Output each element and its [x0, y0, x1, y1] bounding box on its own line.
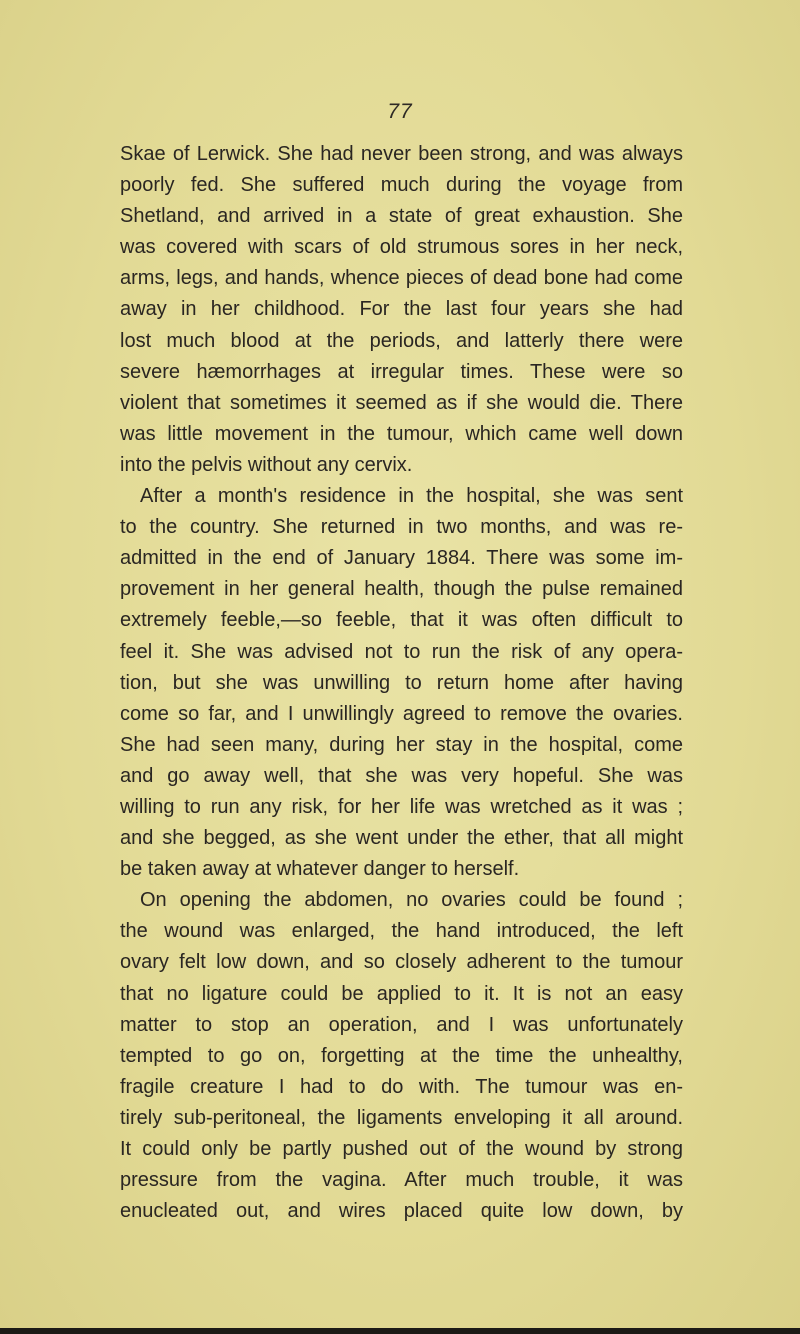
text-line: enucleated out, and wires placed quite low down, by [120, 1200, 683, 1223]
text-line: tion, but she was unwilling to return home after having [120, 671, 683, 694]
text-line: tirely sub-peritoneal, the ligaments enveloping it all around. [120, 1106, 683, 1129]
text-line: was covered with scars of old strumous sores in her neck, [120, 236, 683, 259]
text-line: and she begged, as she went under the ether, that all might [120, 827, 683, 850]
text-line: lost much blood at the periods, and latterly there were [120, 329, 683, 352]
text-line: ovary felt low down, and so closely adherent to the tumour [120, 951, 683, 974]
text-line: arms, legs, and hands, whence pieces of dead bone had come [120, 267, 683, 290]
text-line: It could only be partly pushed out of the wound by strong [120, 1138, 683, 1160]
text-line: away in her childhood. For the last four years she had [120, 298, 683, 321]
text-line: extremely feeble,—so feeble, that it was often difficult to [120, 609, 683, 632]
text-line: the wound was enlarged, the hand introduced, the left [120, 920, 683, 943]
text-line: willing to run any risk, for her life was wretched as it was ; [120, 795, 683, 818]
text-line: Skae of Lerwick. She had never been strong, and was always [120, 143, 683, 165]
text-line: and go away well, that she was very hopeful. She was [120, 764, 683, 787]
text-line: pressure from the vagina. After much trouble, it was [120, 1169, 683, 1192]
text-line: She had seen many, during her stay in the hospital, come [120, 733, 683, 756]
text-line: into the pelvis without any cervix. [120, 453, 413, 476]
text-line: violent that sometimes it seemed as if she would die. There [120, 391, 683, 414]
text-line: tempted to go on, forgetting at the time the unhealthy, [120, 1044, 683, 1067]
text-line: Shetland, and arrived in a state of great exhaustion. She [120, 205, 683, 228]
text-line: provement in her general health, though the pulse remained [120, 578, 683, 601]
text-line: to the country. She returned in two months, and was re- [120, 516, 683, 539]
text-line: be taken away at whatever danger to herself. [120, 858, 520, 881]
text-line: After a month's residence in the hospital, she was sent [140, 485, 683, 508]
text-line: poorly fed. She suffered much during the voyage from [120, 174, 683, 197]
bottom-rule [0, 1328, 800, 1334]
text-line: that no ligature could be applied to it. It is not an easy [120, 982, 683, 1005]
text-line: severe hæmorrhages at irregular times. These were so [120, 360, 683, 383]
text-line: come so far, and I unwillingly agreed to remove the ovaries. [120, 702, 683, 725]
text-line: admitted in the end of January 1884. There was some im- [120, 547, 683, 570]
text-line: On opening the abdomen, no ovaries could be found ; [140, 889, 683, 912]
body-text [120, 139, 683, 1227]
text-line: was little movement in the tumour, which came well down [120, 422, 683, 445]
text-line: feel it. She was advised not to run the risk of any opera- [120, 640, 683, 663]
text-line: fragile creature I had to do with. The tumour was en- [120, 1075, 683, 1098]
text-line: matter to stop an operation, and I was unfortunately [120, 1013, 683, 1036]
page-number: 77 [387, 100, 413, 123]
